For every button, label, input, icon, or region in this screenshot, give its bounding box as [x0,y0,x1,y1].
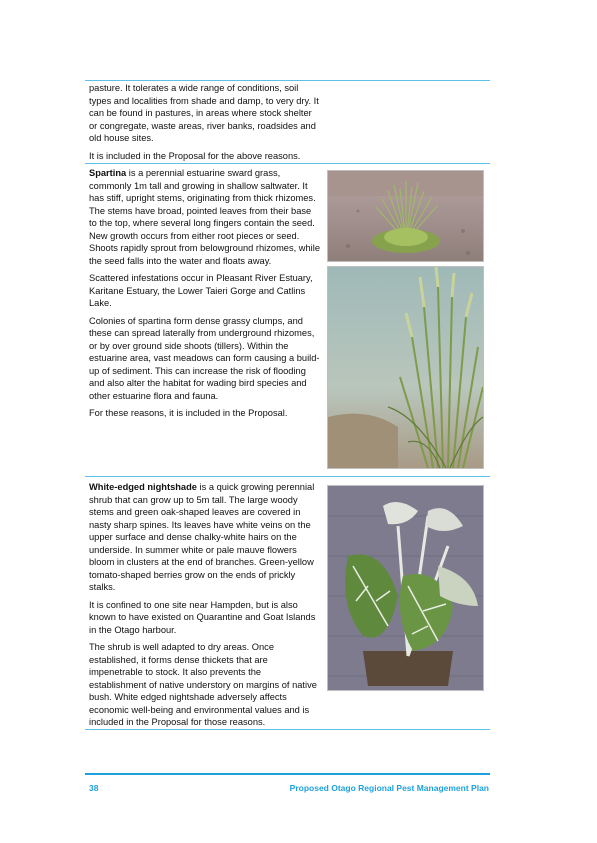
page-number: 38 [89,783,99,793]
section-top-text [89,82,321,167]
footer-rule [85,773,490,775]
spartina-closeup-photo [327,266,484,469]
paragraph: Scattered infestations occur in Pleasant River Estuary, Karitane Estuary, the Lower Taieri Gorge and Catlins Lake. [89,273,313,308]
paragraph: pasture. It tolerates a wide range of conditions, soil types and localities from shade and damp, to very dry. It can be found in pastures, in areas where stock shelter or congregate, waste areas, river banks, roadsides and old house sites. [89,83,319,143]
paragraph: Colonies of spartina form dense grassy clumps, and these can spread laterally from underground rhizomes, or by over ground side shoots (tillers). Within the estuarine area, vast meadows can form causing a build-up of sediment. This can increase the risk of flooding and also alter the habitat for wading bird species and other estuarine flora and fauna. [89,315,320,401]
section-divider [85,163,490,164]
paragraph [89,481,321,594]
nightshade-section [89,481,321,734]
spartina-section [89,167,321,425]
section-divider [85,476,490,477]
document-title: Proposed Otago Regional Pest Management Plan [289,783,489,793]
section-divider [85,729,490,730]
section-divider [85,80,490,81]
paragraph: It is included in the Proposal for the above reasons. [89,150,301,161]
paragraph: It is confined to one site near Hampden, but is also known to have existed on Quarantine and Goat Islands in the Otago harbour. [89,599,316,635]
spartina-clump-photo [327,170,484,262]
species-description: is a quick growing perennial shrub that can grow up to 5m tall. The large woody stems and green oak-shaped leaves are covered in nasty sharp spines. Its leaves have white veins on the upper surface and dense chalky-white hairs on the underside. In summer white or pale mauve flowers bloom in clusters at the end of branches. Green-yellow tomato-shaped berries grow on the ends of prickly stalks. [89,482,315,592]
paragraph [89,167,321,267]
paragraph: For these reasons, it is included in the Proposal. [89,408,288,418]
species-description: is a perennial estuarine sward grass, commonly 1m tall and growing in shallow saltwater. It has stiff, upright stems, originating from thick rhizomes. The stems have broad, pointed leaves from their base to the top, where several long fingers contain the seed. New growth occurs from either root pieces or seed. Shoots rapidly sprout from belowground rhizomes, while the seed falls into the water and floats away. [89,168,320,266]
paragraph: The shrub is well adapted to dry areas. Once established, it forms dense thickets that are impenetrable to stock. It also prevents the establishment of native understory on margins of native bush. White edged nightshade adversely affects economic well-being and environmental values and is included in the Proposal for those reasons. [89,642,317,727]
nightshade-plant-photo [327,485,484,691]
species-name: Spartina [89,168,127,178]
species-name: White-edged nightshade [89,482,197,492]
